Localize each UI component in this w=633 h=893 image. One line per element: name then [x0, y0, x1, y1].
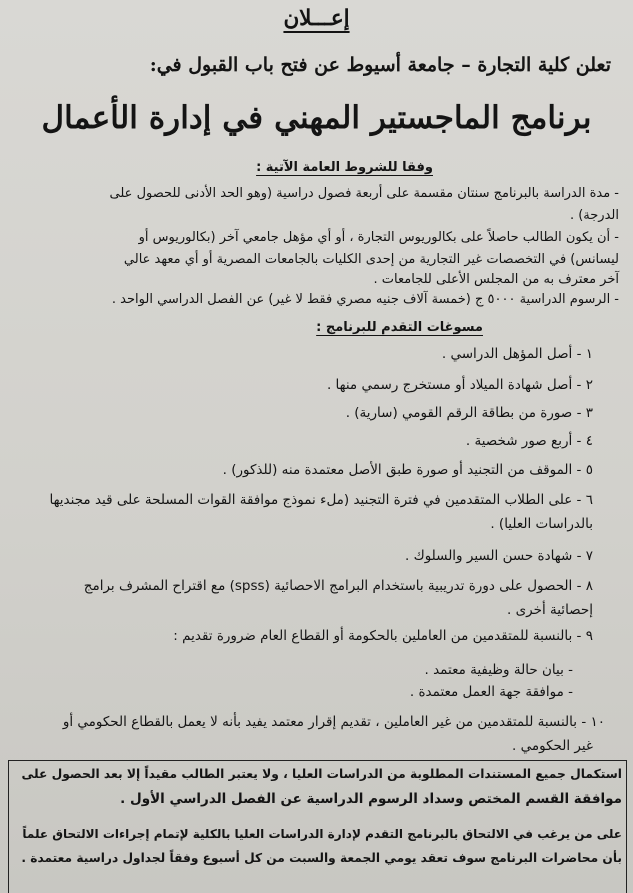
- requirement-item: ٧ - شهادة حسن السير والسلوك .: [405, 548, 593, 564]
- requirement-item: ٣ - صورة من بطاقة الرقم القومي (سارية) .: [345, 405, 593, 421]
- notice-line: موافقة القسم المختص وسداد الرسوم الدراسية عن الفصل الدراسي الأول .: [120, 791, 622, 807]
- notice-line: استكمال جميع المستندات المطلوبة من الدراسات العليا ، ولا يعتبر الطالب مقيداً إلا بعد الحصول على: [21, 767, 622, 781]
- program-title: برنامج الماجستير المهني في إدارة الأعمال: [41, 100, 592, 136]
- requirement-item: ٨ - الحصول على دورة تدريبية باستخدام البرامج الاحصائية (spss) مع اقتراح المشرف برامج: [83, 578, 593, 594]
- requirement-item: إحصائية أخرى .: [507, 602, 593, 618]
- notice-line: على من يرغب في الالتحاق بالبرنامج التقدم لإدارة الدراسات العليا بالكلية لإتمام إجراءات الالتحاق علماً: [22, 827, 622, 841]
- requirement-item: ١٠ - بالنسبة للمتقدمين من غير العاملين ، تقديم إقرار معتمد يفيد بأنه لا يعمل بالقطاع الحكومي أو: [62, 714, 605, 730]
- requirement-item: غير الحكومي .: [512, 738, 593, 754]
- condition-line: آخر معترف به من المجلس الأعلى للجامعات .: [373, 272, 619, 287]
- requirement-item: بالدراسات العليا) .: [490, 516, 593, 532]
- condition-line: - مدة الدراسة بالبرنامج سنتان مقسمة على أربعة فصول دراسية (وهو الحد الأدنى للحصول على: [109, 186, 619, 201]
- condition-line: ليسانس) في التخصصات غير التجارية من إحدى الكليات بالجامعات المصرية أو أي معهد عالي: [123, 252, 619, 267]
- notice-line: بأن محاضرات البرنامج سوف تعقد يومي الجمعة والسبت من كل أسبوع وفقاً لجداول دراسية معتمدة .: [21, 851, 622, 865]
- requirement-item: ٥ - الموقف من التجنيد أو صورة طبق الأصل معتمدة منه (للذكور) .: [222, 462, 593, 478]
- page-title: إعـــلان: [283, 6, 350, 31]
- requirement-item: ١ - أصل المؤهل الدراسي .: [441, 346, 593, 362]
- requirement-item: ٦ - على الطلاب المتقدمين في فترة التجنيد (ملء نموذج موافقة القوات المسلحة على قيد مجنديها: [49, 492, 593, 508]
- conditions-heading: وفقا للشروط العامة الآتية :: [256, 160, 433, 175]
- requirement-subitem: - موافقة جهة العمل معتمدة .: [409, 684, 573, 700]
- intro-line: تعلن كلية التجارة – جامعة أسيوط عن فتح باب القبول في:: [149, 54, 611, 76]
- condition-line: - أن يكون الطالب حاصلاً على بكالوريوس التجارة ، أو أي مؤهل جامعي آخر (بكالوريوس أو: [138, 230, 619, 245]
- condition-line: الدرجة) .: [569, 208, 619, 223]
- requirement-item: ٤ - أربع صور شخصية .: [465, 433, 593, 449]
- requirement-item: ٩ - بالنسبة للمتقدمين من العاملين بالحكومة أو القطاع العام ضرورة تقديم :: [173, 628, 593, 644]
- requirements-heading: مسوغات التقدم للبرنامج :: [316, 320, 483, 335]
- requirement-subitem: - بيان حالة وظيفية معتمد .: [424, 662, 573, 678]
- notice-box: [8, 760, 627, 893]
- condition-line: - الرسوم الدراسية ٥٠٠٠ ج (خمسة آلاف جنيه مصري فقط لا غير) عن الفصل الدراسي الواحد .: [111, 292, 619, 307]
- requirement-item: ٢ - أصل شهادة الميلاد أو مستخرج رسمي منها .: [326, 377, 593, 393]
